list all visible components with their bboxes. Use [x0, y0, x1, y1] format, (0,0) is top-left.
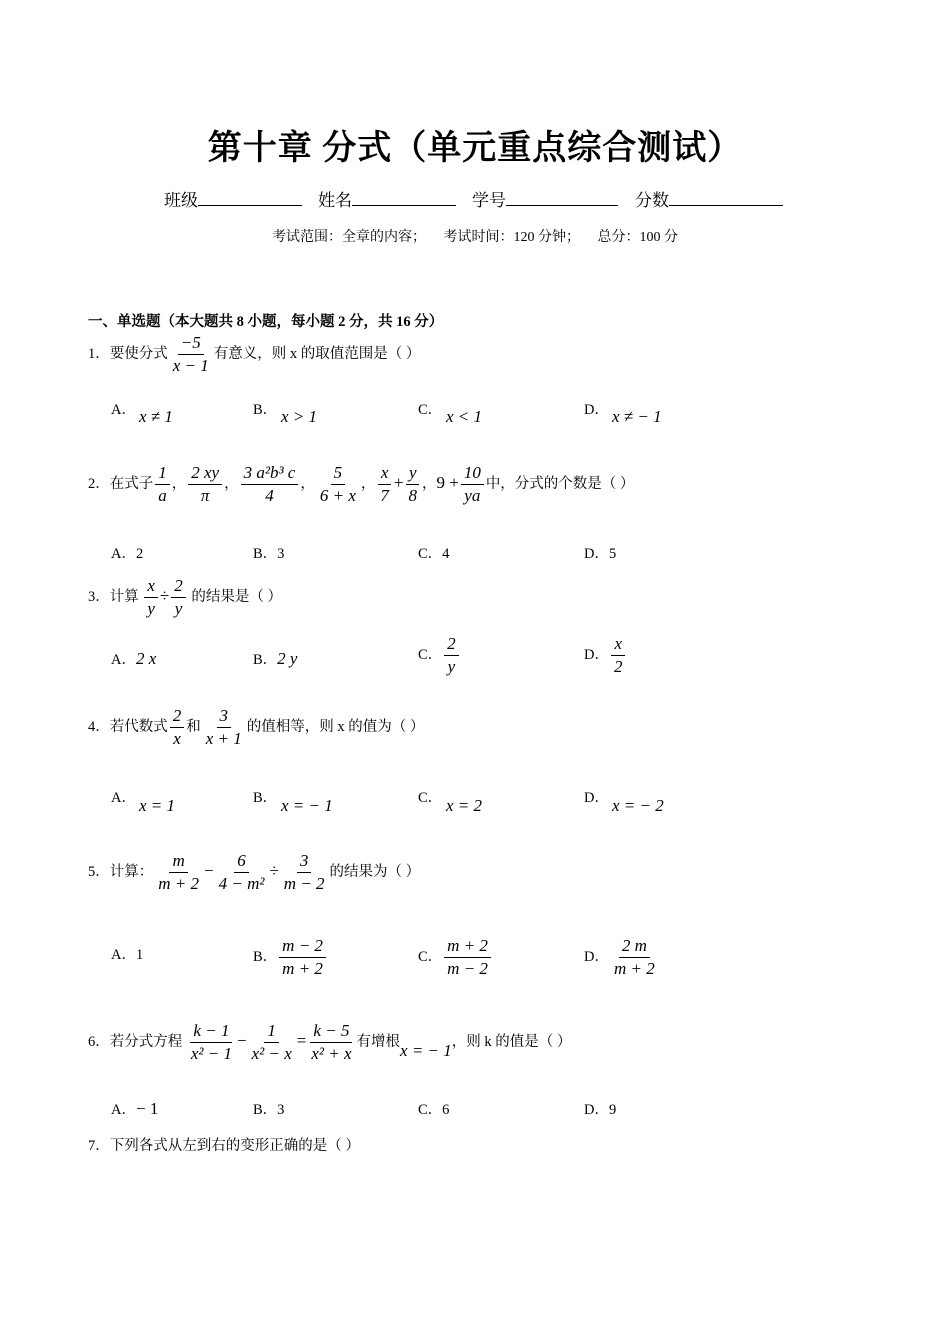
frac-num: k − 5: [310, 1020, 352, 1043]
frac-num: 3 a²b³ c: [241, 462, 299, 485]
q5-op1: −: [204, 860, 214, 880]
q2-expr-6: [461, 462, 484, 507]
option-label: B．: [253, 1102, 278, 1118]
question-7: [88, 1134, 360, 1155]
frac-den: y: [147, 599, 155, 618]
q6-frac-c: [308, 1020, 354, 1065]
frac-num: 2: [170, 705, 185, 728]
frac-num: x: [611, 633, 625, 656]
option-text: − 1: [135, 1099, 159, 1118]
q1-number: 1．: [88, 345, 110, 362]
frac-num: k − 1: [190, 1020, 232, 1043]
q4-frac-a: [170, 705, 185, 750]
option-label: A．: [111, 947, 136, 963]
option-label: B．: [253, 652, 278, 668]
q3-frac-a: [144, 575, 158, 620]
q1-option-a-text: x ≠ 1: [139, 407, 173, 426]
q1-option-b-text: x > 1: [281, 407, 318, 426]
q2-post: 中，分式的个数是（ ）: [485, 475, 635, 492]
q2-expr-4: [317, 462, 359, 507]
q6-frac-a: [188, 1020, 235, 1065]
frac-den: x² − x: [251, 1044, 292, 1063]
q4-post: 的值相等，则 x 的值为（ ）: [246, 718, 425, 735]
frac-den: m − 2: [447, 959, 488, 978]
q3-option-a[interactable]: [111, 648, 156, 669]
q1-option-c-text: x < 1: [446, 407, 483, 426]
q6-frac-b: [249, 1020, 295, 1065]
class-field: [164, 186, 302, 211]
frac-num: 2 m: [619, 935, 650, 958]
frac-den: 7: [380, 486, 389, 505]
frac-den: x² + x: [311, 1044, 352, 1063]
option-label: D．: [584, 948, 609, 965]
section-heading: 一、单选题（本大题共 8 小题，每小题 2 分，共 16 分）: [88, 314, 444, 330]
q5-option-b[interactable]: [253, 935, 328, 980]
frac-num: y: [406, 462, 420, 485]
frac-num: m + 2: [444, 935, 491, 958]
q1-fraction: [170, 332, 212, 377]
frac-num: 1: [155, 462, 170, 485]
number-blank[interactable]: [506, 189, 618, 206]
frac-den: x² − 1: [190, 1044, 232, 1063]
q2-expr-5b: [405, 462, 420, 507]
option-fraction: [279, 935, 326, 980]
q4-number: 4．: [88, 718, 110, 735]
option-label: B．: [253, 790, 278, 806]
name-blank[interactable]: [352, 189, 456, 206]
q2-option-b[interactable]: [253, 542, 284, 563]
option-text: 9: [608, 1102, 617, 1118]
q5-pre: 计算：: [109, 863, 154, 880]
option-label: D．: [584, 646, 609, 663]
frac-den: 4: [265, 486, 274, 505]
q1-option-d-text: x ≠ − 1: [612, 407, 662, 426]
q6-pre: 若分式方程: [109, 1033, 183, 1050]
question-1: [88, 332, 420, 377]
q4-option-a-text: x = 1: [139, 796, 176, 815]
q5-option-a[interactable]: [111, 943, 143, 964]
number-field: [472, 186, 618, 211]
q2-number: 2．: [88, 475, 110, 492]
option-label: D．: [584, 790, 609, 806]
q1-option-b[interactable]: [253, 398, 277, 419]
option-label: D．: [584, 402, 609, 418]
option-label: C．: [418, 1102, 443, 1118]
option-text: 4: [442, 546, 450, 562]
option-text: 2 x: [135, 649, 157, 668]
frac-num: 2: [171, 575, 186, 598]
option-label: C．: [418, 546, 443, 562]
option-fraction: [444, 935, 491, 980]
frac-num: 10: [461, 462, 484, 485]
frac-den: m + 2: [613, 959, 655, 978]
score-label: 分数: [635, 191, 669, 210]
q3-option-c[interactable]: [418, 633, 461, 678]
name-field: [318, 186, 456, 211]
option-text: 2: [135, 546, 144, 562]
option-label: B．: [253, 948, 278, 965]
option-label: C．: [418, 948, 443, 965]
q1-option-a[interactable]: [111, 398, 136, 419]
option-label: C．: [418, 790, 443, 806]
option-text: 3: [277, 546, 285, 562]
q7-number: 7．: [88, 1138, 110, 1154]
frac-num: 5: [331, 462, 346, 485]
frac-den: x: [173, 729, 181, 748]
q2-expr-3: [241, 462, 299, 507]
option-fraction: [444, 633, 459, 678]
q5-op2: ÷: [269, 860, 279, 880]
q5-frac-b: [216, 850, 268, 895]
q6-option-d[interactable]: [584, 1098, 616, 1119]
q4-mid: 和: [186, 718, 201, 735]
q6-root: x = − 1: [400, 1040, 452, 1060]
option-label: A．: [111, 1102, 136, 1118]
q3-post: 的结果是（ ）: [191, 588, 283, 605]
option-label: B．: [253, 546, 278, 562]
option-text: 6: [442, 1102, 450, 1118]
option-text: 1: [135, 947, 144, 963]
q6-option-a[interactable]: [111, 1098, 158, 1119]
question-5: [88, 850, 420, 895]
q3-number: 3．: [88, 588, 110, 605]
q6-option-b[interactable]: [253, 1098, 284, 1119]
q3-option-b[interactable]: [253, 648, 297, 669]
q2-expr-2: [188, 462, 222, 507]
frac-den: 2: [613, 657, 623, 676]
frac-den: 6 + x: [319, 486, 356, 505]
q1-frac-num: −5: [178, 332, 204, 355]
option-label: A．: [111, 790, 136, 806]
question-6: [88, 1020, 571, 1065]
frac-den: y: [447, 657, 456, 676]
q4-option-a[interactable]: [111, 786, 136, 807]
class-blank[interactable]: [198, 189, 302, 206]
q2-expr-1: [155, 462, 170, 507]
option-label: A．: [111, 546, 136, 562]
q2-expr-6-pre: 9 +: [436, 472, 459, 492]
q4-option-d[interactable]: [584, 786, 609, 807]
class-label: 班级: [164, 191, 198, 210]
frac-den: ya: [464, 486, 481, 505]
q6-op2: =: [296, 1030, 307, 1050]
frac-den: y: [174, 599, 183, 618]
q6-option-c[interactable]: [418, 1098, 449, 1119]
frac-den: 4 − m²: [218, 874, 265, 893]
q5-option-d[interactable]: [584, 935, 660, 980]
frac-den: 8: [408, 486, 417, 505]
name-label: 姓名: [318, 191, 352, 210]
frac-den: m + 2: [158, 874, 199, 893]
q4-option-c[interactable]: [418, 786, 442, 807]
frac-num: 3: [217, 705, 232, 728]
q2-expr-5a: [377, 462, 392, 507]
frac-num: x: [378, 462, 392, 485]
frac-num: m: [169, 850, 187, 873]
q5-frac-a: [155, 850, 202, 895]
number-label: 学号: [472, 191, 506, 210]
frac-den: a: [158, 486, 167, 505]
q4-option-b-text: x = − 1: [281, 796, 333, 815]
frac-num: 6: [234, 850, 249, 873]
q5-option-c[interactable]: [418, 935, 493, 980]
option-label: A．: [111, 402, 136, 418]
q6-op1: −: [237, 1030, 247, 1050]
q3-option-d[interactable]: [584, 633, 627, 678]
q4-option-c-text: x = 2: [446, 796, 483, 815]
exam-info: 考试范围：全章的内容； 考试时间：120 分钟； 总分：100 分: [272, 230, 678, 245]
frac-den: x + 1: [205, 729, 242, 748]
page-title: 第十章 分式（单元重点综合测试）: [207, 130, 743, 167]
option-label: D．: [584, 546, 609, 562]
frac-den: m + 2: [282, 959, 323, 978]
q2-pre: 在式子: [109, 475, 154, 492]
option-label: B．: [253, 402, 278, 418]
q3-operator: ÷: [159, 585, 170, 605]
option-label: D．: [584, 1102, 609, 1118]
q3-frac-b: [171, 575, 186, 620]
option-text: 3: [277, 1102, 285, 1118]
q1-post: 有意义，则 x 的取值范围是（ ）: [213, 345, 421, 362]
score-blank[interactable]: [669, 189, 783, 206]
q1-option-c[interactable]: [418, 398, 442, 419]
q5-number: 5．: [88, 863, 110, 880]
q2-option-a[interactable]: [111, 542, 143, 563]
q3-pre: 计算: [109, 588, 139, 605]
score-field: [635, 186, 783, 211]
option-label: A．: [111, 652, 136, 668]
frac-num: 2: [444, 633, 459, 656]
option-fraction: [611, 633, 626, 678]
question-2: 2．在式子 $\frac{1}{a}$ ， $\frac{2 xy}{\pi}$ ， $\frac{\text{3 a²b³ c}}{4}$ ， $\frac{5}{6 + x}$ ， $\frac{x}{7}$ + $\frac{y}{8}$ ，9 + $\frac{10}{ya}$ 中，分式的个数是（ ）: [88, 463, 635, 505]
option-fraction: [611, 935, 658, 980]
q7-text: 下列各式从左到右的变形正确的是（ ）: [109, 1138, 360, 1154]
frac-den: π: [200, 486, 210, 505]
q6-number: 6．: [88, 1033, 110, 1050]
q2-option-d[interactable]: [584, 542, 616, 563]
option-label: C．: [418, 402, 443, 418]
question-3: [88, 575, 282, 620]
q5-frac-c: [281, 850, 328, 895]
q4-pre: 若代数式: [109, 718, 168, 735]
frac-den: m − 2: [283, 874, 325, 893]
q1-option-d[interactable]: [584, 398, 609, 419]
frac-num: m − 2: [279, 935, 326, 958]
frac-num: 3: [297, 850, 312, 873]
q1-pre: 要使分式: [109, 345, 168, 362]
frac-num: 2 xy: [188, 462, 222, 485]
q4-frac-b: [203, 705, 245, 750]
q6-post: ，则 k 的值是（ ）: [451, 1033, 572, 1050]
q4-option-b[interactable]: [253, 786, 277, 807]
q1-frac-den: x − 1: [172, 356, 209, 375]
q2-option-c[interactable]: [418, 542, 449, 563]
option-label: C．: [418, 646, 443, 663]
option-text: 5: [608, 546, 617, 562]
frac-num: 1: [264, 1020, 279, 1043]
q6-mid: 有增根: [356, 1033, 401, 1050]
question-4: [88, 705, 424, 750]
q4-option-d-text: x = − 2: [612, 796, 664, 815]
q5-post: 的结果为（ ）: [329, 863, 421, 880]
option-text: 2 y: [277, 649, 298, 668]
frac-num: x: [144, 575, 158, 598]
